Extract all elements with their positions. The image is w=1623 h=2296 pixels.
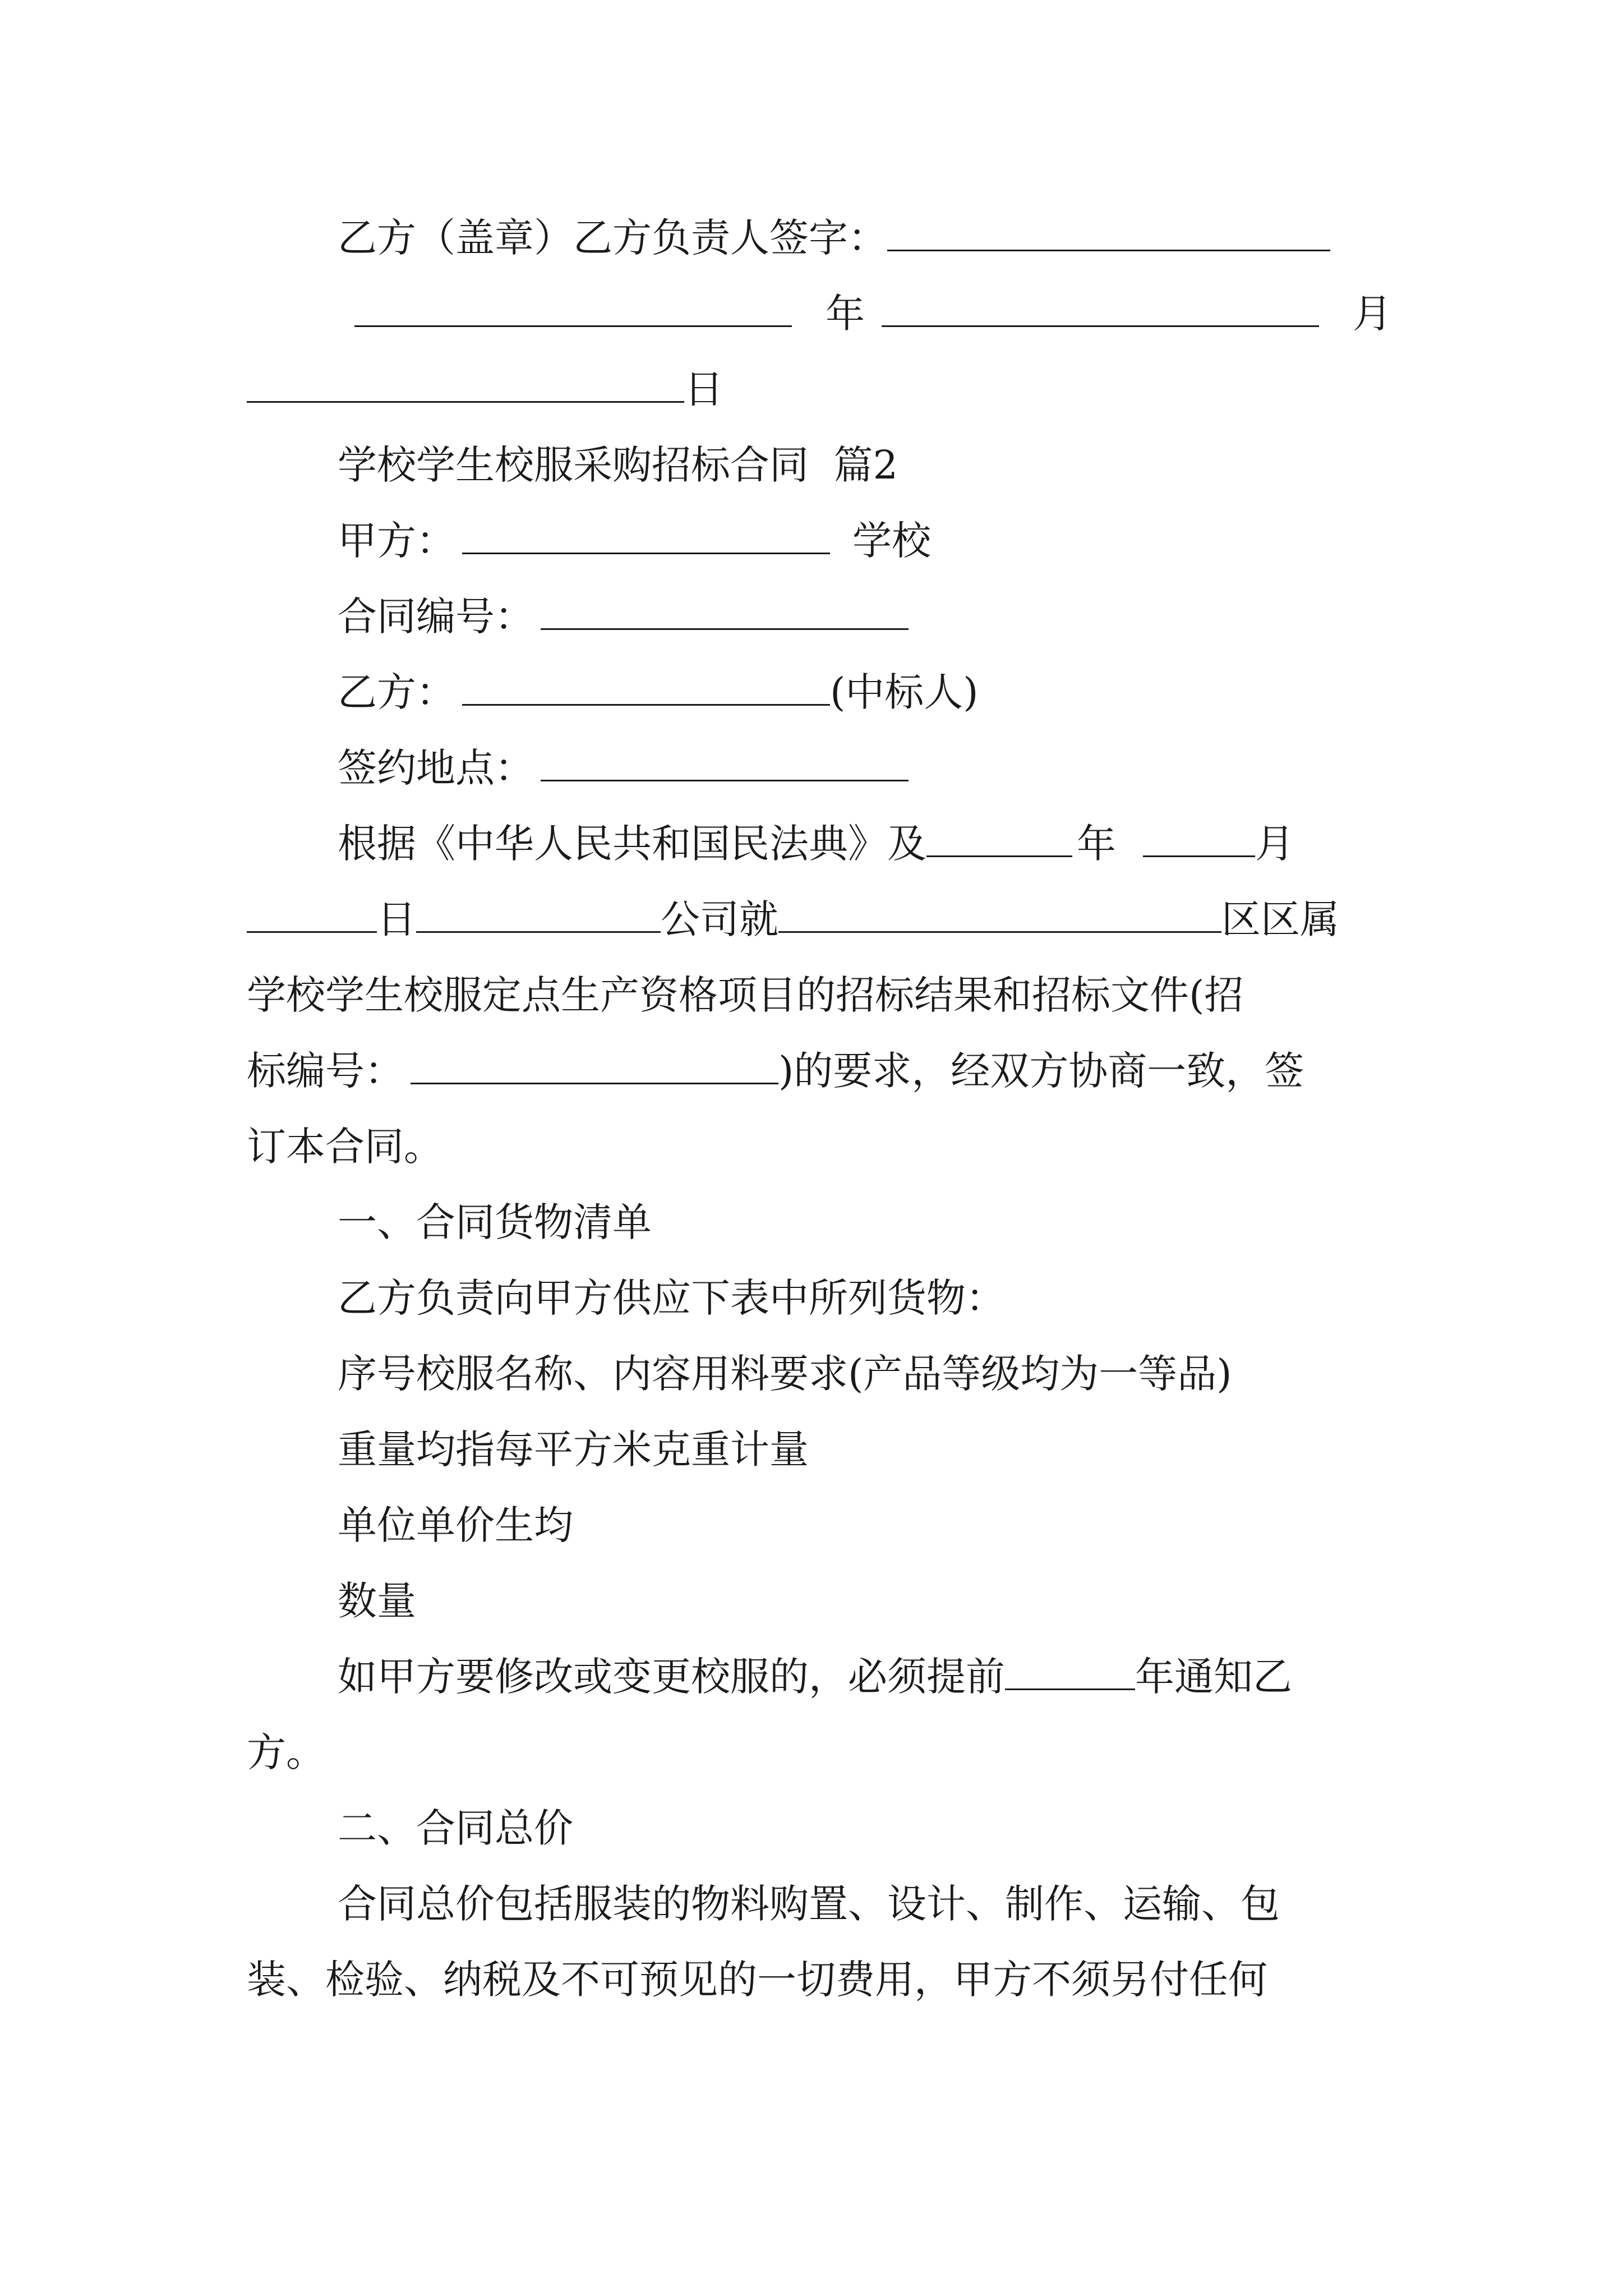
change-notice-text-a: 如甲方要修改或变更校服的，必须提前: [338, 1654, 1005, 1700]
section-1-intro: [338, 1259, 1391, 1337]
preamble-text-5: 订本合同。: [247, 1124, 443, 1170]
goods-table-line-2: [338, 1411, 1391, 1488]
preamble-month-label: 月: [1255, 821, 1294, 867]
notice-years-blank[interactable]: [1005, 1654, 1135, 1690]
preamble-line-1: [338, 805, 1391, 882]
party-b-line: [338, 654, 1391, 731]
year-blank[interactable]: [354, 291, 792, 327]
contract-number-label: 合同编号：: [338, 593, 534, 639]
month-label: 月: [1353, 291, 1392, 337]
change-notice-text-c: 方。: [247, 1729, 325, 1775]
section-1-intro-text: 乙方负责向甲方供应下表中所列货物：: [338, 1275, 1005, 1321]
tender-number-label: 标编号：: [247, 1048, 404, 1094]
party-a-label: 甲方：: [338, 518, 455, 564]
goods-table-text-3: 单位单价生均: [338, 1502, 573, 1548]
preamble-company-label: 公司就: [661, 896, 778, 942]
section-1-heading: [338, 1184, 1391, 1261]
preamble-year-label: 年: [1077, 821, 1116, 867]
preamble-line-3: [247, 956, 1391, 1034]
preamble-district-blank[interactable]: [778, 896, 1221, 933]
preamble-line-5: [247, 1108, 1391, 1185]
preamble-text-1: 根据《中华人民共和国民法典》及: [338, 821, 926, 867]
sign-place-blank[interactable]: [541, 745, 909, 781]
party-a-line: [338, 502, 1391, 579]
preamble-text-4: )的要求，经双方协商一致，签: [778, 1048, 1304, 1094]
contract-title: [338, 426, 1391, 504]
day-label: 日: [684, 366, 723, 412]
party-b-label: 乙方：: [338, 669, 455, 715]
section-2-text-2: 装、检验、纳税及不可预见的一切费用，甲方不须另付任何: [247, 1957, 1267, 2003]
contract-number-line: [338, 578, 1391, 655]
change-notice-text-b: 年通知乙: [1135, 1654, 1292, 1700]
goods-table-text-2: 重量均指每平方米克重计量: [338, 1427, 809, 1473]
section-1-heading-text: 一、合同货物清单: [338, 1199, 652, 1245]
preamble-district-label: 区区属: [1221, 896, 1339, 942]
signature-date-line: [338, 275, 1391, 352]
change-notice-line-2: [247, 1714, 1391, 1791]
party-a-blank[interactable]: [462, 518, 830, 554]
section-2-text-line-2: [247, 1941, 1391, 2018]
goods-table-line-4: [338, 1562, 1391, 1640]
contract-title-text: 学校学生校服采购招标合同 篇2: [338, 442, 898, 488]
contract-number-blank[interactable]: [541, 593, 909, 630]
party-b-signature-label: 乙方（盖章）乙方负责人签字：: [338, 215, 887, 261]
sign-place-label: 签约地点：: [338, 745, 534, 791]
signature-blank[interactable]: [887, 215, 1330, 251]
section-2-heading: [338, 1789, 1391, 1867]
preamble-line-2: [247, 881, 1391, 958]
goods-table-text-4: 数量: [338, 1578, 416, 1624]
tender-number-blank[interactable]: [411, 1048, 778, 1084]
section-2-text-1: 合同总价包括服装的物料购置、设计、制作、运输、包: [338, 1881, 1280, 1927]
preamble-company-blank[interactable]: [416, 896, 661, 933]
section-2-text-line-1: [338, 1865, 1391, 1943]
preamble-month-blank[interactable]: [1143, 821, 1255, 857]
party-b-signature-line: [338, 199, 1391, 277]
month-blank[interactable]: [882, 291, 1319, 327]
goods-table-line-1: [338, 1335, 1391, 1412]
change-notice-line: [338, 1638, 1391, 1715]
preamble-line-4: [247, 1032, 1391, 1110]
preamble-year-blank[interactable]: [926, 821, 1072, 857]
preamble-text-3: 学校学生校服定点生产资格项目的招标结果和招标文件(招: [247, 972, 1244, 1018]
preamble-day-label: 日: [377, 896, 416, 942]
party-b-suffix: (中标人): [830, 669, 979, 715]
party-a-suffix: 学校: [852, 518, 931, 564]
party-b-blank[interactable]: [462, 669, 830, 706]
sign-place-line: [338, 729, 1391, 807]
goods-table-text-1: 序号校服名称、内容用料要求(产品等级均为一等品): [338, 1351, 1232, 1397]
preamble-day-blank[interactable]: [247, 896, 377, 933]
day-blank[interactable]: [247, 366, 684, 403]
section-2-heading-text: 二、合同总价: [338, 1805, 573, 1851]
year-label: 年: [826, 291, 865, 337]
goods-table-line-3: [338, 1487, 1391, 1564]
signature-day-line: [247, 351, 1391, 428]
